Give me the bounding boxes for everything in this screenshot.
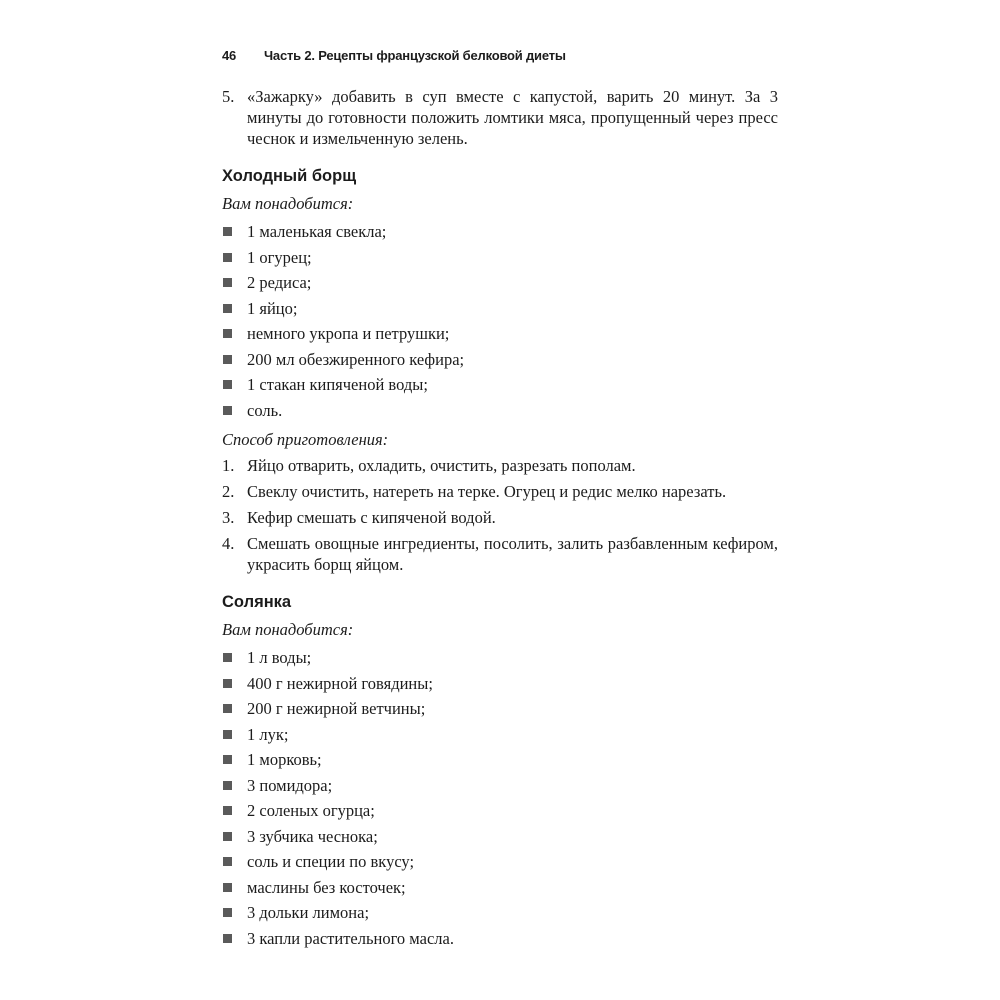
list-item: 1 стакан кипяченой воды; <box>222 372 778 398</box>
method-step: 3. Кефир смешать с кипяченой водой. <box>222 508 496 527</box>
borsch-ingredients-label: Вам понадобится: <box>222 194 354 213</box>
list-item: 3 капли растительного масла. <box>222 926 778 952</box>
bullet-square-icon <box>223 883 232 892</box>
running-header <box>222 48 566 63</box>
list-item: 1 морковь; <box>222 747 778 773</box>
recipe-title-borsch: Холодный борщ <box>222 167 357 185</box>
bullet-square-icon <box>223 781 232 790</box>
running-title: Часть 2. Рецепты французской белковой диеты <box>264 48 566 63</box>
bullet-square-icon <box>223 806 232 815</box>
borsch-method-label: Способ приготовления: <box>222 430 389 449</box>
list-item: маслины без косточек; <box>222 875 778 901</box>
list-item: 200 г нежирной ветчины; <box>222 696 778 722</box>
intro-step <box>222 86 778 149</box>
list-item: немного укропа и петрушки; <box>222 321 778 347</box>
bullet-square-icon <box>223 355 232 364</box>
bullet-square-icon <box>223 304 232 313</box>
method-step: 4. Смешать овощные ингредиенты, посолить, залить разбавленным кефиром, украсить борщ яйцом. <box>222 534 778 574</box>
solyanka-ingredients-list <box>222 645 778 951</box>
step-text: «Зажарку» добавить в суп вместе с капустой, варить 20 минут. За 3 минуты до готовности положить ломтики мяса, пропущенный через пресс чеснок и измельченную зелень. <box>247 87 778 148</box>
page-number: 46 <box>222 48 237 63</box>
bullet-square-icon <box>223 704 232 713</box>
bullet-square-icon <box>223 832 232 841</box>
borsch-steps-list <box>222 455 778 575</box>
list-item: 400 г нежирной говядины; <box>222 671 778 697</box>
bullet-square-icon <box>223 278 232 287</box>
method-step: 1. Яйцо отварить, охладить, очистить, разрезать пополам. <box>222 456 636 475</box>
list-item: соль и специи по вкусу; <box>222 849 778 875</box>
bullet-square-icon <box>223 227 232 236</box>
list-item: 1 лук; <box>222 722 778 748</box>
list-item: 1 л воды; <box>222 645 778 671</box>
recipe-title-solyanka: Солянка <box>222 593 292 611</box>
list-item: соль. <box>222 398 778 424</box>
bullet-square-icon <box>223 857 232 866</box>
list-item: 3 помидора; <box>222 773 778 799</box>
bullet-square-icon <box>223 934 232 943</box>
bullet-square-icon <box>223 329 232 338</box>
bullet-square-icon <box>223 679 232 688</box>
bullet-square-icon <box>223 730 232 739</box>
bullet-square-icon <box>223 380 232 389</box>
list-item: 1 огурец; <box>222 245 778 271</box>
list-item: 3 зубчика чеснока; <box>222 824 778 850</box>
solyanka-ingredients-label: Вам понадобится: <box>222 620 354 639</box>
bullet-square-icon <box>223 908 232 917</box>
list-item: 1 маленькая свекла; <box>222 219 778 245</box>
page-content <box>222 86 778 951</box>
bullet-square-icon <box>223 755 232 764</box>
bullet-square-icon <box>223 406 232 415</box>
borsch-ingredients-list <box>222 219 778 423</box>
method-step: 2. Свеклу очистить, натереть на терке. Огурец и редис мелко нарезать. <box>222 482 727 501</box>
list-item: 2 редиса; <box>222 270 778 296</box>
step-number: 5. <box>222 87 235 106</box>
bullet-square-icon <box>223 653 232 662</box>
list-item: 200 мл обезжиренного кефира; <box>222 347 778 373</box>
list-item: 1 яйцо; <box>222 296 778 322</box>
list-item: 3 дольки лимона; <box>222 900 778 926</box>
bullet-square-icon <box>223 253 232 262</box>
list-item: 2 соленых огурца; <box>222 798 778 824</box>
